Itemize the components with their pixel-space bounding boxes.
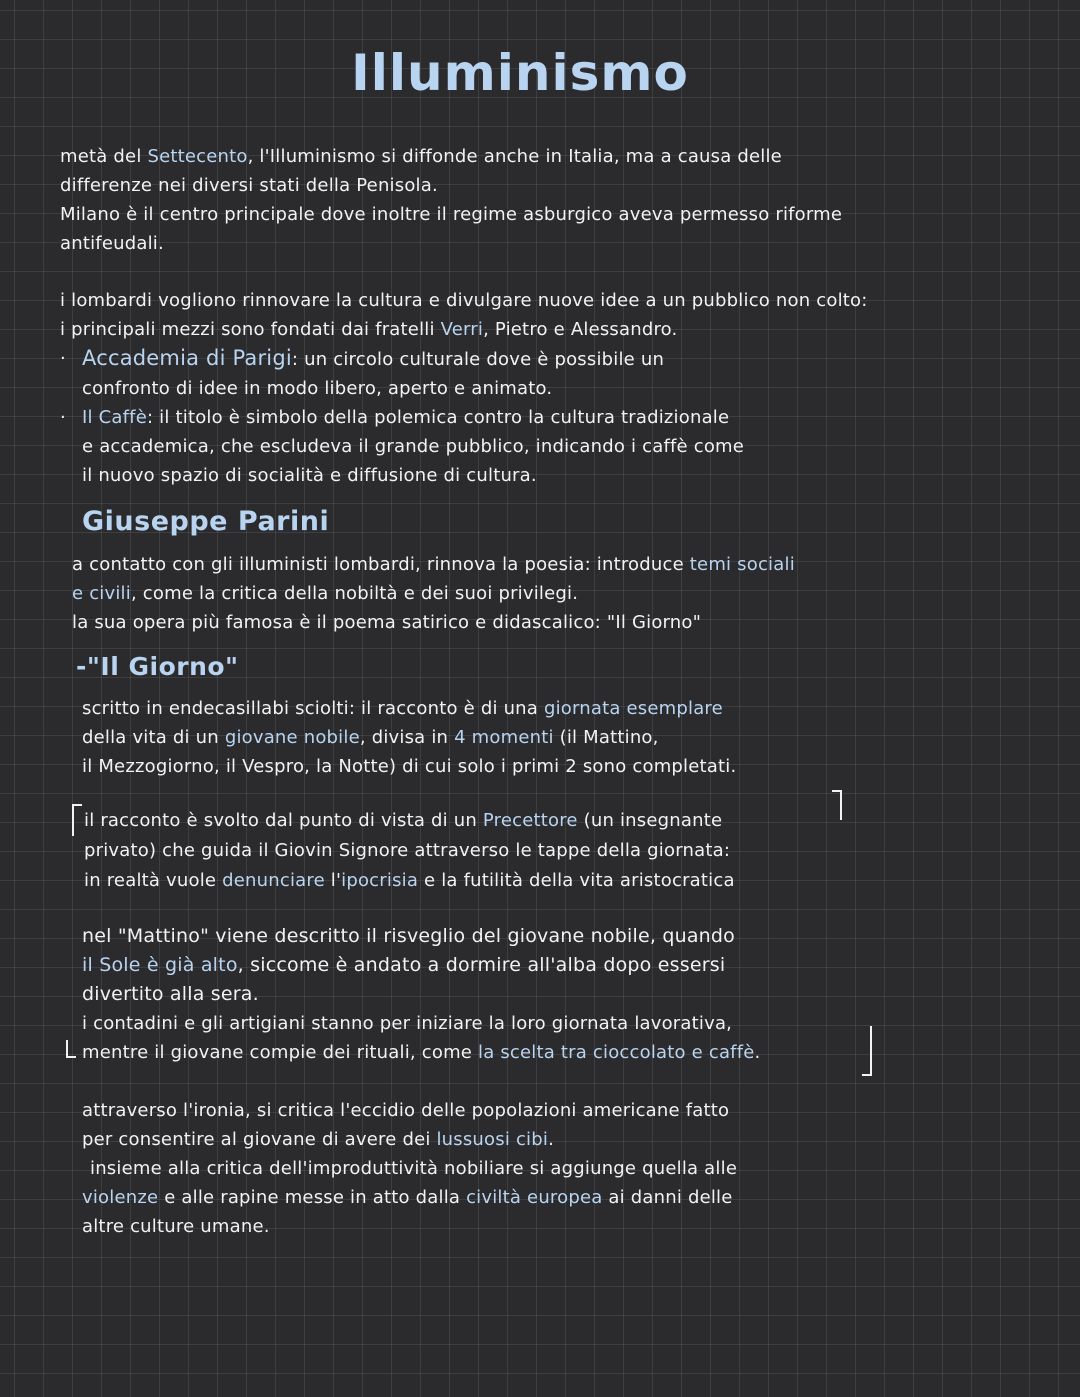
- highlight-giornata: giornata esemplare: [543, 698, 723, 719]
- highlight-giovane-nobile: giovane nobile: [224, 727, 360, 748]
- bracket-left: [72, 804, 82, 836]
- highlight-scelta: la scelta tra cioccolato e caffè: [478, 1042, 755, 1063]
- mattino-text: mentre il giovane compie dei rituali, come: [82, 1042, 478, 1063]
- precettore-paragraph: [84, 806, 844, 896]
- page-title: Illuminismo: [351, 44, 689, 102]
- intro-text: Milano è il centro principale dove inoltre il regime asburgico aveva permesso riforme: [60, 204, 843, 225]
- lombardi-paragraph: [60, 286, 880, 490]
- bullet-dot: ·: [60, 348, 66, 369]
- giorno-text: della vita di un: [82, 727, 225, 748]
- parini-text: , come la critica della nobiltà e dei suoi privilegi.: [130, 583, 579, 604]
- parini-text: a contatto con gli illuministi lombardi, rinnova la poesia: introduce: [72, 554, 690, 575]
- bullet-text: : il titolo è simbolo della polemica contro la cultura tradizionale: [146, 407, 730, 428]
- ironia-text: ai danni delle: [602, 1187, 733, 1208]
- ironia-text: altre culture umane.: [82, 1216, 270, 1237]
- giorno-paragraph: [82, 694, 862, 781]
- giorno-text: il Mezzogiorno, il Vespro, la Notte) di cui solo i primi 2 sono completati.: [82, 756, 737, 777]
- ironia-text: insieme alla critica dell'improduttività nobiliare si aggiunge quella alle: [90, 1158, 738, 1179]
- highlight-momenti: 4 momenti: [454, 727, 554, 748]
- highlight-civilta: civiltà europea: [466, 1187, 603, 1208]
- bracket-left: [66, 1040, 76, 1058]
- intro-paragraph: [60, 142, 860, 258]
- bullet-list: [60, 344, 880, 490]
- precettore-text: (un insegnante: [577, 810, 723, 831]
- highlight-ipocrisia: ipocrisia: [341, 870, 419, 891]
- giorno-text: , divisa in: [359, 727, 455, 748]
- bracket-right: [862, 1026, 872, 1076]
- section-heading-parini: Giuseppe Parini: [82, 506, 330, 537]
- list-item: [60, 344, 880, 403]
- highlight-civili: e civili: [72, 583, 131, 604]
- parini-paragraph: [72, 550, 862, 637]
- mattino-text: .: [754, 1042, 761, 1063]
- mattino-text: nel "Mattino" viene descritto il risveglio del giovane nobile, quando: [82, 925, 735, 947]
- highlight-accademia: Accademia di Parigi: [82, 346, 292, 370]
- highlight-sole: il Sole è già alto: [82, 954, 238, 976]
- highlight-cibi: lussuosi cibi: [436, 1129, 549, 1150]
- highlight-precettore: Precettore: [482, 810, 578, 831]
- precettore-text: e la futilità della vita aristocratica: [418, 870, 735, 891]
- ironia-text: per consentire al giovane di avere dei: [82, 1129, 437, 1150]
- ironia-text: e alle rapine messe in atto dalla: [158, 1187, 467, 1208]
- ironia-paragraph: [82, 1096, 892, 1241]
- mattino-paragraph: [82, 922, 862, 1067]
- highlight-settecento: Settecento: [147, 146, 248, 167]
- bullet-text: il nuovo spazio di socialità e diffusione di cultura.: [82, 465, 537, 486]
- highlight-caffe: Il Caffè: [82, 407, 147, 428]
- section-heading-giorno: -"Il Giorno": [76, 652, 239, 681]
- highlight-violenze: violenze: [82, 1187, 159, 1208]
- precettore-text: privato) che guida il Giovin Signore attraverso le tappe della giornata:: [84, 840, 731, 861]
- highlight-temi-sociali: temi sociali: [689, 554, 795, 575]
- intro-text: differenze nei diversi stati della Penisola.: [60, 175, 438, 196]
- ironia-text: .: [548, 1129, 555, 1150]
- bullet-text: : un circolo culturale dove è possibile un: [291, 349, 665, 370]
- bullet-dot: ·: [60, 407, 66, 428]
- precettore-text: il racconto è svolto dal punto di vista di un: [84, 810, 483, 831]
- precettore-text: in realtà vuole: [84, 870, 223, 891]
- giorno-text: scritto in endecasillabi sciolti: il racconto è di una: [82, 698, 544, 719]
- giorno-text: (il Mattino,: [553, 727, 659, 748]
- mattino-text: , siccome è andato a dormire all'alba dopo essersi: [237, 954, 726, 976]
- intro-text: metà del: [60, 146, 148, 167]
- intro-text: antifeudali.: [60, 233, 164, 254]
- list-item: [60, 403, 880, 490]
- parini-text: la sua opera più famosa è il poema satirico e didascalico: "Il Giorno": [72, 612, 702, 633]
- lombardi-text: , Pietro e Alessandro.: [483, 319, 678, 340]
- lombardi-text: i lombardi vogliono rinnovare la cultura e divulgare nuove idee a un pubblico non colto:: [60, 290, 868, 311]
- intro-text: , l'Illuminismo si diffonde anche in Italia, ma a causa delle: [247, 146, 782, 167]
- bullet-text: confronto di idee in modo libero, aperto e animato.: [82, 378, 553, 399]
- bullet-text: e accademica, che escludeva il grande pubblico, indicando i caffè come: [82, 436, 745, 457]
- mattino-text: i contadini e gli artigiani stanno per iniziare la loro giornata lavorativa,: [82, 1013, 733, 1034]
- highlight-verri: Verri: [440, 319, 484, 340]
- precettore-text: l': [324, 870, 342, 891]
- ironia-text: attraverso l'ironia, si critica l'eccidio delle popolazioni americane fatto: [82, 1100, 730, 1121]
- highlight-denunciare: denunciare: [222, 870, 325, 891]
- lombardi-text: i principali mezzi sono fondati dai fratelli: [60, 319, 441, 340]
- mattino-text: divertito alla sera.: [82, 983, 259, 1005]
